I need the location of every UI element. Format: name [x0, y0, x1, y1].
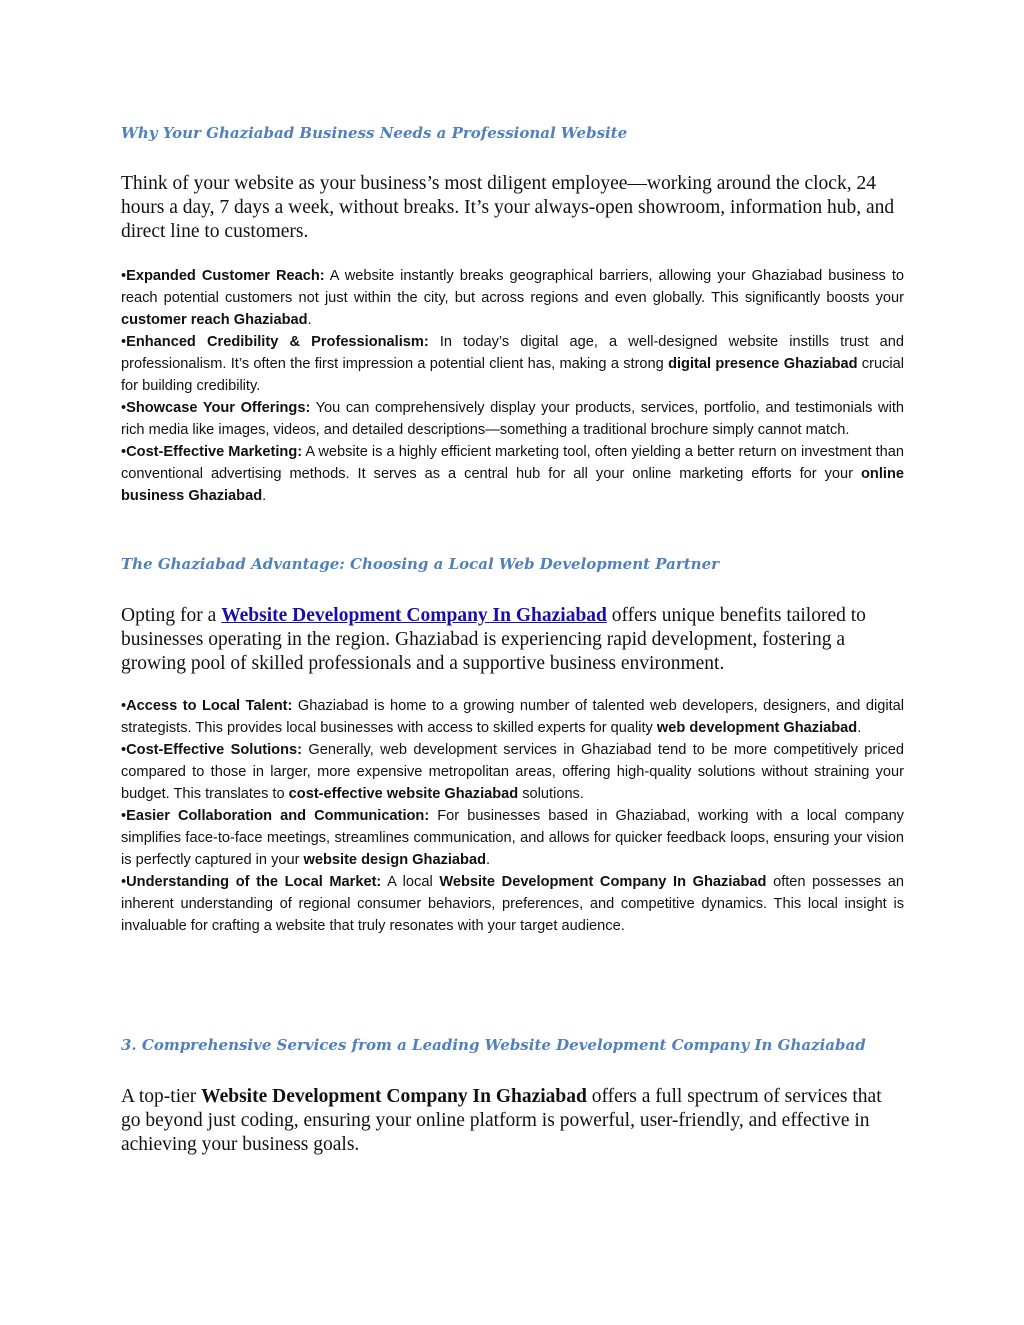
section2-list	[121, 695, 904, 937]
section1-list	[121, 265, 904, 507]
list-item: •Cost-Effective Solutions: Generally, web development services in Ghaziabad tend to be more competitively priced compared to those in larger, more expensive metropolitan areas, offering high-quality solutions without straining your budget. This translates to cost-effective website Ghaziabad solutions.	[121, 742, 905, 802]
section2-heading: The Ghaziabad Advantage: Choosing a Local Web Development Partner	[121, 555, 720, 573]
list-item: •Access to Local Talent: Ghaziabad is home to a growing number of talented web developers, designers, and digital strategists. This provides local businesses with access to skilled experts for quality web development Ghaziabad.	[121, 698, 904, 736]
list-item: •Enhanced Credibility & Professionalism: In today’s digital age, a well-designed website instills trust and professionalism. It’s often the first impression a potential client has, making a strong digital presence Ghaziabad crucial for building credibility.	[121, 334, 904, 394]
section2-lead: Opting for a Website Development Company In Ghaziabad offers unique benefits tailored to businesses operating in the region. Ghaziabad is experiencing rapid development, fostering a growing pool of skilled professionals and a supportive business environment.	[121, 605, 866, 674]
list-item: •Showcase Your Offerings: You can comprehensively display your products, services, portfolio, and testimonials with rich media like images, videos, and detailed descriptions—something a traditional brochure simply cannot match.	[121, 400, 904, 438]
list-item: •Easier Collaboration and Communication: For businesses based in Ghaziabad, working with a local company simplifies face-to-face meetings, streamlines communication, and allows for quicker feedback loops, ensuring your vision is perfectly captured in your website design Ghaziabad.	[121, 808, 904, 868]
list-item: •Expanded Customer Reach: A website instantly breaks geographical barriers, allowing your Ghaziabad business to reach potential customers not just within the city, but across regions and even globally. This significantly boosts your customer reach Ghaziabad.	[121, 268, 904, 328]
list-item: •Understanding of the Local Market: A local Website Development Company In Ghaziabad often possesses an inherent understanding of regional consumer behaviors, preferences, and competitive dynamics. This local insight is invaluable for crafting a website that truly resonates with your target audience.	[121, 874, 904, 934]
company-link[interactable]: Website Development Company In Ghaziabad	[221, 605, 607, 626]
list-item: •Cost-Effective Marketing: A website is a highly efficient marketing tool, often yielding a better return on investment than conventional advertising methods. It serves as a central hub for all your online marketing efforts for your online business Ghaziabad.	[121, 444, 904, 504]
section1-lead: Think of your website as your business’s most diligent employee—working around the clock, 24 hours a day, 7 days a week, without breaks. It’s your always-open showroom, information hub, and direct line to customers.	[121, 173, 895, 242]
section3-heading: 3. Comprehensive Services from a Leading Website Development Company In Ghaziabad	[121, 1036, 866, 1054]
section1-heading: Why Your Ghaziabad Business Needs a Professional Website	[121, 124, 628, 142]
section3-lead: A top-tier Website Development Company In Ghaziabad offers a full spectrum of services that go beyond just coding, ensuring your online platform is powerful, user-friendly, and effective in achieving your business goals.	[121, 1086, 882, 1155]
